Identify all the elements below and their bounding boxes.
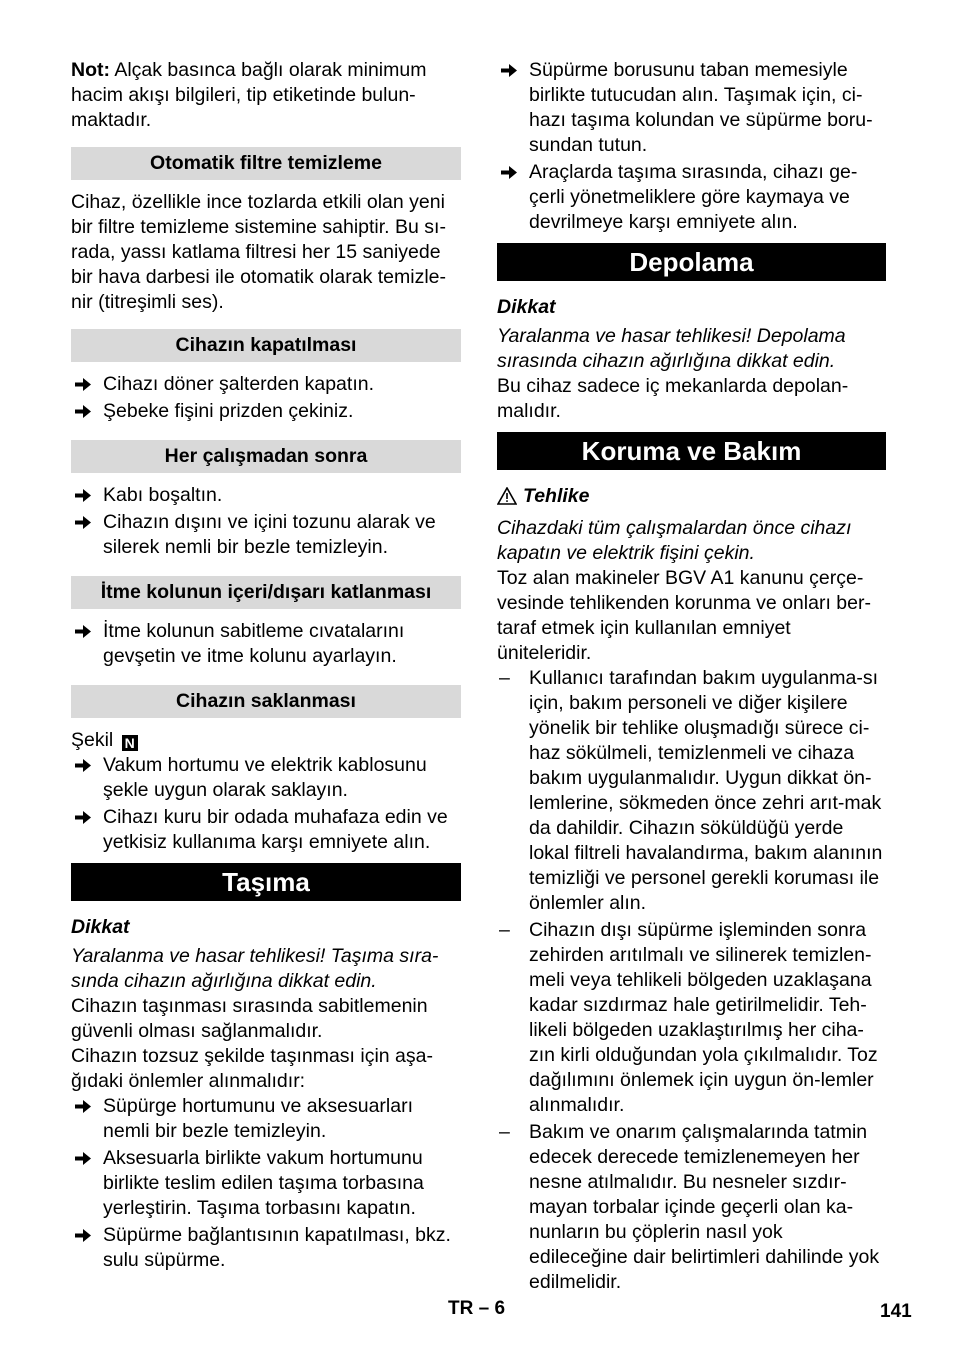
list-item: Süpürme bağlantısının kapatılması, bkz. sulu süpürme. <box>71 1223 461 1273</box>
list-item: Kabı boşaltın. <box>71 483 461 508</box>
transport-caution-label: Dikkat <box>71 916 130 938</box>
storage-text: Bu cihaz sadece iç mekanlarda depolan-malıdır. <box>497 375 849 422</box>
figure-n-icon: N <box>122 735 138 751</box>
arrow-right-icon <box>75 483 95 503</box>
dash-bullet: – <box>499 1121 510 1143</box>
section-heading-care: Koruma ve Bakım <box>497 432 886 470</box>
arrow-right-icon <box>75 1146 95 1166</box>
list-item: İtme kolunun sabitleme cıvatalarını gevşetin ve itme kolunu ayarlayın. <box>71 619 461 669</box>
section-heading-filter-cleaning: Otomatik filtre temizleme <box>71 147 461 180</box>
danger-text: Cihazdaki tüm çalışmalardan önce cihazı kapatın ve elektrik fişini çekin. <box>497 517 852 564</box>
dash-list-item: – Cihazın dışı süpürme işleminden sonra zehirden arıtılmalı ve silinerek temizlen-meli veya tehlikeli bölgeden uzaklaşana kadar sızdırmaz hale getirilmelidir. Teh-likeli bölgeden uzaklaştırılmış her ciha-zın kirli olduğundan yola çıkılmalıdır. Toz dağılımını önlemek için uygun ön-lemler alınmalıdır. <box>499 919 878 1116</box>
arrow-right-icon <box>75 805 95 825</box>
dash-list-item: – Kullanıcı tarafından bakım uygulanma-sı için, bakım personeli ve diğer kişilere yönelik bir tehlike oluşmadığı sürece ci-haz sökülmeli, temizlenmeli ve cihaza bakım uygulanmalıdır. Uygun dikkat ön-lemlerine, sökmeden önce zehri arıt-mak da dahildir. Cihazın söküldüğü yerde lokal filtreli havalandırma, bakım alanının temizliği ve personel gerekli koruması ile önlemler alın. <box>499 667 883 914</box>
note-text: Alçak basınca bağlı olarak minimum hacim akışı bilgileri, tip etiketinde bulun-maktadır. <box>71 59 427 131</box>
section-heading-storage: Depolama <box>497 243 886 281</box>
arrow-right-icon <box>501 58 521 78</box>
care-text: Toz alan makineler BGV A1 kanunu çerçe-vesinde tehlikenden korunma ve onları ber-taraf etmek için kullanılan emniyet üniteleridir. <box>497 567 871 664</box>
section-heading-after-work: Her çalışmadan sonra <box>71 440 461 473</box>
list-item: Cihazı kuru bir odada muhafaza edin ve yetkisiz kullanıma karşı emniyete alın. <box>71 805 461 855</box>
list-item: Araçlarda taşıma sırasında, cihazı ge-çerli yönetmeliklere göre kaymaya ve devrilmeye karşı emniyete alın. <box>497 160 886 235</box>
arrow-right-icon <box>501 160 521 180</box>
danger-label: Tehlike <box>523 485 590 507</box>
arrow-right-icon <box>75 372 95 392</box>
list-item: Şebeke fişini prizden çekiniz. <box>71 399 461 424</box>
list-item: Cihazı döner şalterden kapatın. <box>71 372 461 397</box>
list-item: Süpürge hortumunu ve aksesuarları nemli bir bezle temizleyin. <box>71 1094 461 1144</box>
section-heading-push-handle: İtme kolunun içeri/dışarı katlanması <box>71 576 461 609</box>
section-heading-transport: Taşıma <box>71 863 461 901</box>
left-column <box>71 58 461 1275</box>
transport-text-1: Cihazın taşınması sırasında sabitlemenin güvenli olması sağlanmalıdır. <box>71 995 428 1042</box>
storage-warning-text: Yaralanma ve hasar tehlikesi! Depolama sırasında cihazın ağırlığına dikkat edin. <box>497 325 846 372</box>
list-item: Cihazın dışını ve içini tozunu alarak ve silerek nemli bir bezle temizleyin. <box>71 510 461 560</box>
section-heading-device-storage: Cihazın saklanması <box>71 685 461 718</box>
list-item: Süpürme borusunu taban memesiyle birlikte tutucudan alın. Taşımak için, ci-hazı taşıma kolundan ve süpürme boru-sundan tutun. <box>497 58 886 158</box>
note-label: Not: <box>71 59 110 81</box>
dash-bullet: – <box>499 667 510 689</box>
transport-text-2: Cihazın tozsuz şekilde taşınması için aşa-ğıdaki önlemler alınmalıdır: <box>71 1045 433 1092</box>
dash-list-item: – Bakım ve onarım çalışmalarında tatmin edecek derecede temizlenemeyen her nesne atılmalıdır. Bu nesneler sızdır-mayan torbalar içinde geçerli olan ka-nunların bu çöplerin nasıl yok edileceğine dair belirtimleri dahilinde yok edilmelidir. <box>499 1121 880 1293</box>
section-heading-shutdown: Cihazın kapatılması <box>71 329 461 362</box>
page-number: 141 <box>880 1301 912 1322</box>
arrow-right-icon <box>75 753 95 773</box>
arrow-right-icon <box>75 1223 95 1243</box>
footer-section-number: TR – 6 <box>448 1298 506 1319</box>
filter-text: Cihaz, özellikle ince tozlarda etkili olan yeni bir filtre temizleme sistemine sahiptir. Bu sı-rada, yassı katlama filtresi her 15 saniyede bir hava darbesi ile otomatik olarak temizle-nir (titreşimli ses). <box>71 191 446 313</box>
figure-reference: Şekil N <box>71 728 461 753</box>
transport-warning-text: Yaralanma ve hasar tehlikesi! Taşıma sıra-sında cihazın ağırlığına dikkat edin. <box>71 945 439 992</box>
danger-label-line <box>497 484 886 512</box>
arrow-right-icon <box>75 619 95 639</box>
right-column <box>497 58 886 1297</box>
note-paragraph <box>71 58 461 133</box>
arrow-right-icon <box>75 1094 95 1114</box>
arrow-right-icon <box>75 510 95 530</box>
arrow-right-icon <box>75 399 95 419</box>
warning-triangle-icon <box>497 487 517 512</box>
list-item: Aksesuarla birlikte vakum hortumunu birlikte teslim edilen taşıma torbasına yerleştirin. Taşıma torbasını kapatın. <box>71 1146 461 1221</box>
dash-bullet: – <box>499 919 510 941</box>
storage-caution-label: Dikkat <box>497 296 556 318</box>
list-item: Vakum hortumu ve elektrik kablosunu şekle uygun olarak saklayın. <box>71 753 461 803</box>
